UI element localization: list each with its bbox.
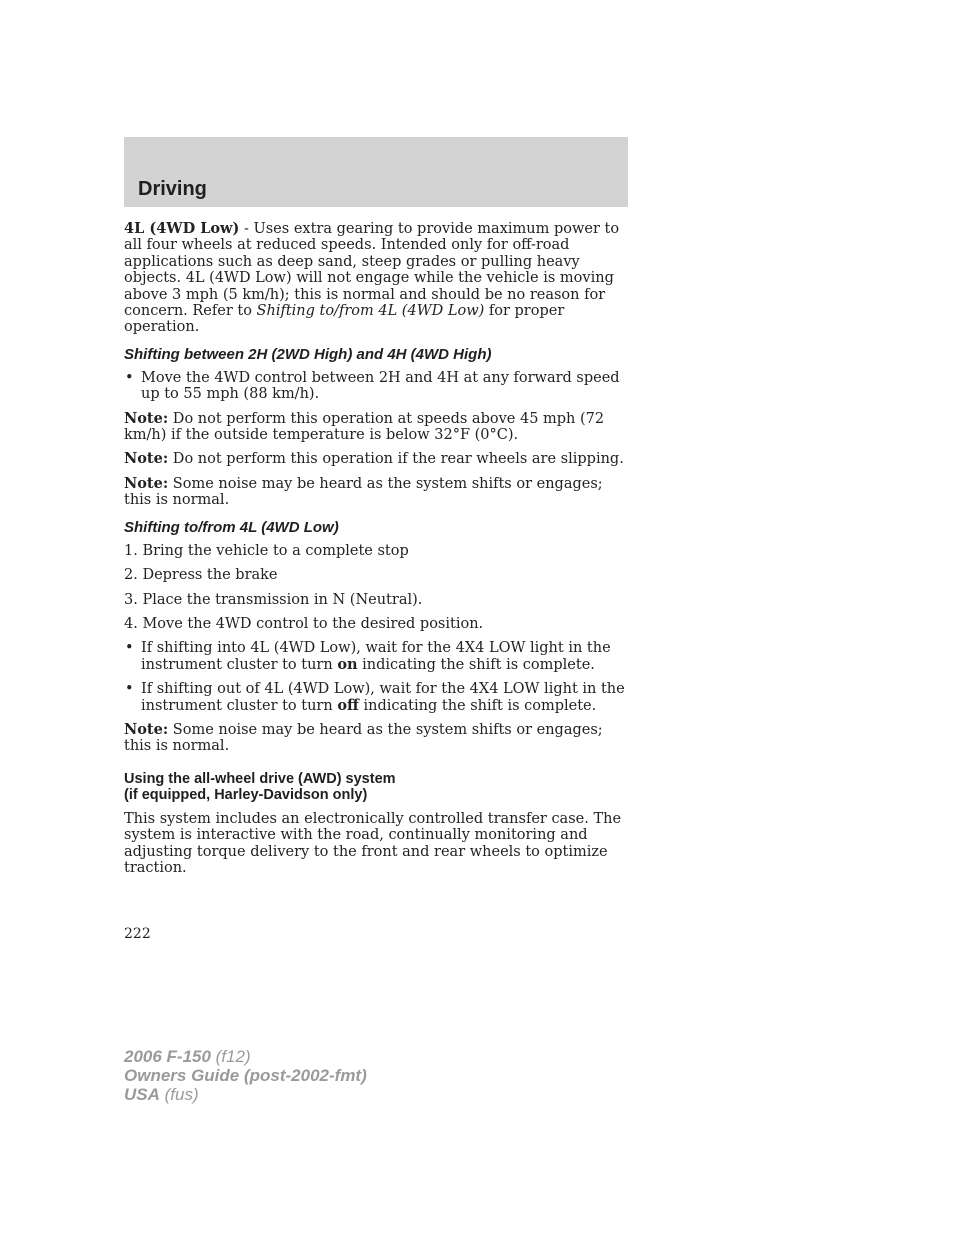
note-1 [124,411,628,444]
bullet-text-end: indicating the shift is complete. [358,697,597,714]
note-label: Note: [124,450,169,468]
bullet-text: Move the 4WD control between 2H and 4H at any forward speed up to 55 mph (88 km/h). [141,369,620,403]
note-label: Note: [124,720,169,738]
section-heading-awd [124,771,628,803]
intro-text: - Uses extra gearing to provide maximum power to all four wheels at reduced speeds. Intended only for off-road applications such as deep sand, steep grades or pulling heavy objects. 4L (4WD Low) will not engage while the vehicle is moving above 3 mph (5 km/h); this is normal and should be no reason for concern. Refer to [124,221,620,320]
bullet-icon: • [125,369,134,386]
section-heading-line-2: (if equipped, Harley-Davidson only) [124,786,368,803]
footer-line-2: Owners Guide (post-2002-fmt) [124,1066,367,1085]
bullet-item [124,681,628,714]
note-label: Note: [124,474,169,492]
intro-tail: for proper operation. [124,303,565,336]
bullet-text-end: indicating the shift is complete. [357,656,595,673]
section-header-band [124,137,628,207]
note-text: Do not perform this operation if the rear wheels are slipping. [168,451,624,468]
bullet-text: If shifting out of 4L (4WD Low), wait for the 4X4 LOW light in the instrument cluster to turn [141,681,625,714]
awd-paragraph: This system includes an electronically controlled transfer case. The system is interactive with the road, continually monitoring and adjusting torque delivery to the front and rear wheels to optimize traction. [124,810,622,876]
step-4: 4. Move the 4WD control to the desired position. [124,615,484,632]
subheading-4l: Shifting to/from 4L (4WD Low) [124,518,339,536]
note-3 [124,476,628,509]
bullet-icon: • [125,640,134,657]
footer-market: USA [124,1085,160,1104]
step-3: 3. Place the transmission in N (Neutral). [124,591,423,608]
page-content [124,221,628,884]
footer-line-1 [124,1047,367,1066]
intro-reference: Shifting to/from 4L (4WD Low) [256,303,485,320]
footer-line-3 [124,1085,367,1104]
bullet-item [124,370,628,403]
section-heading-line-1: Using the all-wheel drive (AWD) system [124,770,396,787]
bullet-icon: • [125,681,134,698]
document-footer [124,1047,367,1104]
page-number: 222 [124,926,151,942]
footer-code: (f12) [210,1047,251,1066]
note-2 [124,451,628,467]
note-text: Some noise may be heard as the system shifts or engages; this is normal. [124,721,603,755]
bullet-text: If shifting into 4L (4WD Low), wait for the 4X4 LOW light in the instrument cluster to turn [141,640,611,673]
bullet-item [124,640,628,673]
footer-market-code: (fus) [159,1085,199,1104]
subheading-2h-4h: Shifting between 2H (2WD High) and 4H (4WD High) [124,345,492,363]
bullet-emphasis: off [337,696,359,714]
intro-term: 4L (4WD Low) [124,220,240,237]
note-label: Note: [124,409,169,427]
section-title: Driving [138,178,207,200]
footer-model: 2006 F-150 [124,1047,211,1066]
step-1: 1. Bring the vehicle to a complete stop [124,542,409,559]
bullet-emphasis: on [337,655,358,673]
step-2: 2. Depress the brake [124,567,278,584]
note-text: Some noise may be heard as the system shifts or engages; this is normal. [124,475,603,509]
note-text: Do not perform this operation at speeds above 45 mph (72 km/h) if the outside temperature is below 32°F (0°C). [124,410,605,444]
intro-paragraph [124,221,628,336]
note-4 [124,722,628,755]
